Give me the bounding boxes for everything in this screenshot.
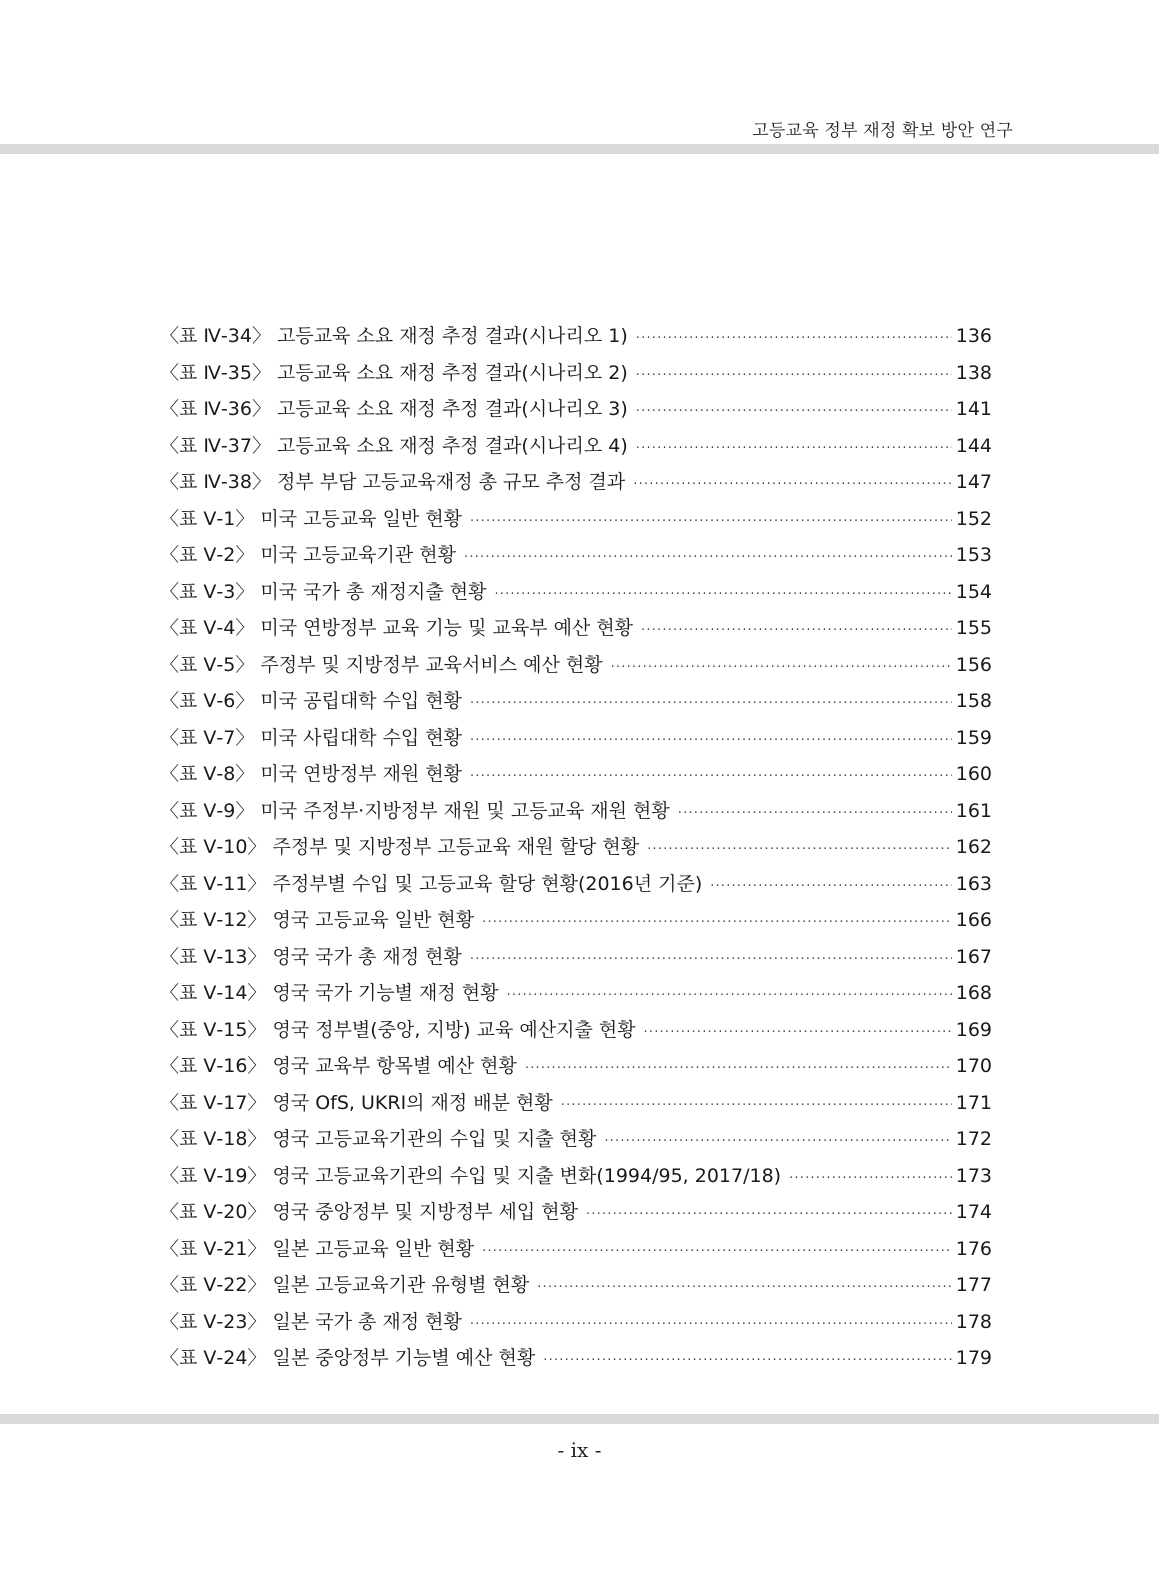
toc-entry-page: 167 — [955, 945, 992, 968]
toc-entry[interactable] — [160, 1158, 992, 1195]
toc-dot-leader — [470, 942, 952, 979]
toc-entry-label: 〈표 Ⅴ-24〉 일본 중앙정부 기능별 예산 현황 — [160, 1347, 536, 1369]
toc-entry-label: 〈표 Ⅴ-7〉 미국 사립대학 수입 현황 — [160, 726, 463, 749]
toc-dot-leader — [470, 723, 952, 760]
toc-dot-leader — [482, 1234, 952, 1271]
toc-entry-label: 〈표 Ⅴ-17〉 영국 OfS, UKRI의 재정 배분 현황 — [160, 1091, 553, 1114]
toc-entry[interactable] — [160, 1012, 992, 1049]
toc-entry-label: 〈표 Ⅴ-19〉 영국 고등교육기관의 수입 및 지출 변화(1994/95, 2017/18) — [160, 1164, 782, 1187]
toc-entry-label: 〈표 Ⅴ-20〉 영국 중앙정부 및 지방정부 세입 현황 — [160, 1201, 578, 1223]
toc-entry-label: 〈표 Ⅴ-8〉 미국 연방정부 재원 현황 — [160, 763, 463, 785]
toc-entry[interactable] — [160, 1231, 992, 1268]
toc-entry-page: 178 — [955, 1310, 992, 1333]
toc-entry-label: 〈표 Ⅳ-37〉 고등교육 소요 재정 추정 결과(시나리오 4) — [160, 434, 628, 457]
toc-dot-leader — [470, 1307, 952, 1344]
toc-dot-leader — [537, 1270, 952, 1307]
toc-dot-leader — [636, 394, 952, 431]
toc-entry-page: 169 — [955, 1018, 992, 1041]
toc-entry[interactable] — [160, 683, 992, 720]
toc-dot-leader — [464, 540, 952, 577]
toc-entry[interactable] — [160, 1121, 992, 1158]
toc-entry-page: 138 — [955, 361, 992, 384]
toc-entry-page: 172 — [955, 1128, 992, 1150]
toc-dot-leader — [470, 759, 952, 796]
toc-dot-leader — [494, 577, 951, 614]
toc-entry[interactable] — [160, 939, 992, 976]
toc-dot-leader — [644, 1015, 952, 1052]
toc-entry-page: 162 — [955, 836, 992, 858]
toc-entry-label: 〈표 Ⅴ-4〉 미국 연방정부 교육 기능 및 교육부 예산 현황 — [160, 617, 634, 639]
toc-entry[interactable] — [160, 391, 992, 428]
toc-entry-page: 174 — [955, 1201, 992, 1223]
toc-entry[interactable] — [160, 574, 992, 611]
toc-entry-page: 155 — [955, 617, 992, 639]
toc-entry-label: 〈표 Ⅴ-10〉 주정부 및 지방정부 고등교육 재원 할당 현황 — [160, 836, 640, 858]
toc-dot-leader — [525, 1051, 952, 1088]
toc-dot-leader — [561, 1088, 952, 1125]
toc-dot-leader — [641, 613, 952, 650]
toc-entry-page: 156 — [955, 653, 992, 676]
toc-entry[interactable] — [160, 1194, 992, 1231]
toc-entry-label: 〈표 Ⅳ-36〉 고등교육 소요 재정 추정 결과(시나리오 3) — [160, 398, 628, 420]
table-of-contents — [160, 318, 992, 1377]
toc-entry-page: 154 — [955, 580, 992, 603]
toc-dot-leader — [633, 467, 951, 504]
toc-entry-page: 173 — [955, 1164, 992, 1187]
toc-entry-page: 158 — [955, 690, 992, 712]
toc-entry-page: 147 — [955, 471, 992, 493]
toc-entry-page: 163 — [955, 872, 992, 895]
toc-entry-label: 〈표 Ⅴ-6〉 미국 공립대학 수입 현황 — [160, 690, 463, 712]
toc-entry-label: 〈표 Ⅴ-2〉 미국 고등교육기관 현황 — [160, 544, 456, 566]
toc-entry-page: 166 — [955, 909, 992, 931]
toc-entry[interactable] — [160, 647, 992, 684]
toc-entry-label: 〈표 Ⅳ-35〉 고등교육 소요 재정 추정 결과(시나리오 2) — [160, 361, 628, 384]
toc-entry[interactable] — [160, 1340, 992, 1377]
toc-entry-page: 144 — [955, 434, 992, 457]
toc-dot-leader — [636, 321, 952, 358]
toc-entry[interactable] — [160, 464, 992, 501]
toc-dot-leader — [586, 1197, 952, 1234]
toc-entry-page: 177 — [955, 1274, 992, 1296]
toc-entry-label: 〈표 Ⅴ-16〉 영국 교육부 항목별 예산 현황 — [160, 1055, 517, 1077]
toc-entry[interactable] — [160, 1304, 992, 1341]
toc-entry[interactable] — [160, 610, 992, 647]
toc-entry[interactable] — [160, 355, 992, 392]
toc-entry-label: 〈표 Ⅳ-38〉 정부 부담 고등교육재정 총 규모 추정 결과 — [160, 471, 626, 493]
toc-dot-leader — [647, 832, 952, 869]
toc-entry-page: 176 — [955, 1237, 992, 1260]
toc-entry[interactable] — [160, 720, 992, 757]
toc-dot-leader — [604, 1124, 951, 1161]
toc-dot-leader — [507, 978, 952, 1015]
toc-entry[interactable] — [160, 1267, 992, 1304]
toc-dot-leader — [636, 358, 952, 395]
toc-entry-label: 〈표 Ⅴ-1〉 미국 고등교육 일반 현황 — [160, 507, 463, 530]
toc-entry[interactable] — [160, 756, 992, 793]
toc-entry-label: 〈표 Ⅴ-23〉 일본 국가 총 재정 현황 — [160, 1310, 462, 1333]
toc-entry[interactable] — [160, 866, 992, 903]
toc-entry[interactable] — [160, 975, 992, 1012]
toc-entry-page: 171 — [955, 1091, 992, 1114]
toc-entry-label: 〈표 Ⅴ-14〉 영국 국가 기능별 재정 현황 — [160, 982, 499, 1004]
toc-entry-label: 〈표 Ⅴ-5〉 주정부 및 지방정부 교육서비스 예산 현황 — [160, 653, 603, 676]
toc-entry[interactable] — [160, 793, 992, 830]
running-header-title: 고등교육 정부 재정 확보 방안 연구 — [752, 121, 1013, 141]
toc-entry-page: 161 — [955, 799, 992, 822]
toc-dot-leader — [543, 1343, 952, 1380]
toc-entry[interactable] — [160, 537, 992, 574]
toc-entry-label: 〈표 Ⅴ-18〉 영국 고등교육기관의 수입 및 지출 현황 — [160, 1128, 597, 1150]
toc-entry-label: 〈표 Ⅴ-22〉 일본 고등교육기관 유형별 현황 — [160, 1274, 530, 1296]
toc-dot-leader — [789, 1161, 952, 1198]
toc-dot-leader — [678, 796, 952, 833]
toc-entry-label: 〈표 Ⅴ-12〉 영국 고등교육 일반 현황 — [160, 909, 475, 931]
toc-entry-label: 〈표 Ⅴ-13〉 영국 국가 총 재정 현황 — [160, 945, 462, 968]
toc-entry-label: 〈표 Ⅳ-34〉 고등교육 소요 재정 추정 결과(시나리오 1) — [160, 325, 628, 347]
toc-entry-page: 179 — [955, 1347, 992, 1369]
toc-entry[interactable] — [160, 1048, 992, 1085]
toc-entry-page: 136 — [955, 325, 992, 347]
toc-dot-leader — [482, 905, 952, 942]
toc-entry-label: 〈표 Ⅴ-3〉 미국 국가 총 재정지출 현황 — [160, 580, 487, 603]
toc-entry-page: 152 — [955, 507, 992, 530]
toc-entry-page: 159 — [955, 726, 992, 749]
toc-entry[interactable] — [160, 902, 992, 939]
toc-entry[interactable] — [160, 501, 992, 538]
toc-entry-page: 160 — [955, 763, 992, 785]
page-number: - ix - — [557, 1438, 602, 1462]
toc-dot-leader — [611, 650, 952, 687]
toc-entry-page: 153 — [955, 544, 992, 566]
toc-entry-label: 〈표 Ⅴ-15〉 영국 정부별(중앙, 지방) 교육 예산지출 현황 — [160, 1018, 636, 1041]
toc-dot-leader — [636, 431, 952, 468]
toc-entry[interactable] — [160, 428, 992, 465]
toc-dot-leader — [470, 686, 952, 723]
toc-entry-page: 168 — [955, 982, 992, 1004]
toc-entry[interactable] — [160, 1085, 992, 1122]
toc-entry-label: 〈표 Ⅴ-9〉 미국 주정부·지방정부 재원 및 고등교육 재원 현황 — [160, 799, 670, 822]
toc-entry-label: 〈표 Ⅴ-21〉 일본 고등교육 일반 현황 — [160, 1237, 475, 1260]
toc-dot-leader — [710, 869, 951, 906]
toc-dot-leader — [470, 504, 952, 541]
toc-entry-page: 141 — [955, 398, 992, 420]
header-rule — [0, 144, 1159, 154]
toc-entry[interactable] — [160, 318, 992, 355]
footer-rule — [0, 1414, 1159, 1424]
toc-entry-page: 170 — [955, 1055, 992, 1077]
toc-entry[interactable] — [160, 829, 992, 866]
toc-entry-label: 〈표 Ⅴ-11〉 주정부별 수입 및 고등교육 할당 현황(2016년 기준) — [160, 872, 703, 895]
